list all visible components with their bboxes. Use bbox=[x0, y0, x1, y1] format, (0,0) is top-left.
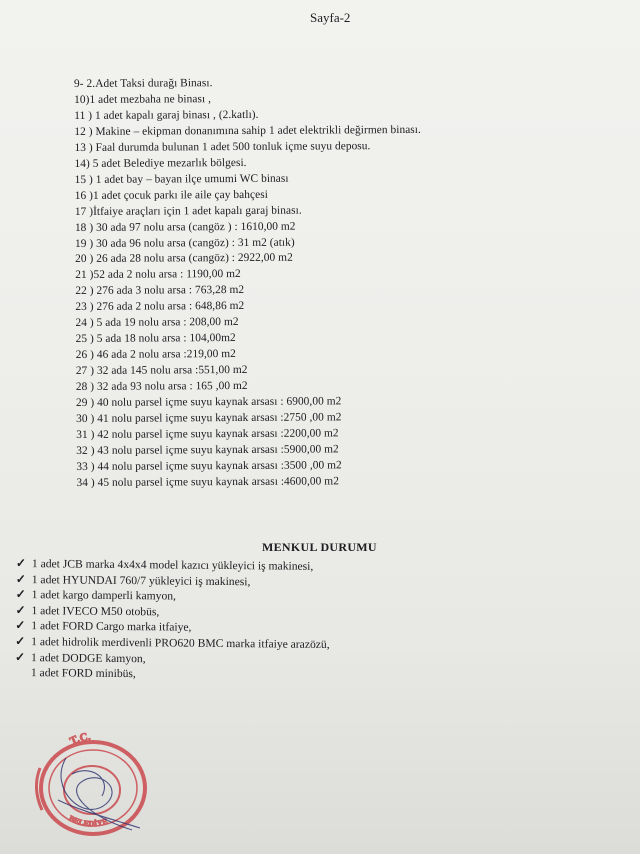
checkmark-icon: ✓ bbox=[15, 602, 26, 617]
movable-asset-text: 1 adet FORD Cargo marka itfaiye, bbox=[31, 619, 192, 635]
list-item: 34 ) 45 nolu parsel içme suyu kaynak arsası :4600,00 m2 bbox=[76, 475, 339, 489]
movable-assets-list bbox=[15, 556, 331, 684]
list-item: 29 ) 40 nolu parsel içme suyu kaynak arsası : 6900,00 m2 bbox=[75, 395, 342, 410]
list-item: 32 ) 43 nolu parsel içme suyu kaynak arsası :5900,00 m2 bbox=[76, 443, 339, 457]
list-item: 27 ) 32 ada 145 nolu arsa :551,00 m2 bbox=[75, 364, 248, 378]
list-item: 18 ) 30 ada 97 nolu arsa (cangöz ) : 1610,00 m2 bbox=[74, 220, 296, 234]
list-item: 28 ) 32 ada 93 nolu arsa : 165 ,00 m2 bbox=[75, 380, 248, 394]
list-item: 17 )İtfaiye araçları için 1 adet kapalı garaj binası. bbox=[74, 204, 302, 218]
list-item: 33 ) 44 nolu parsel içme suyu kaynak arsası :3500 ,00 m2 bbox=[76, 459, 342, 473]
list-item: 30 ) 41 nolu parsel içme suyu kaynak arsası :2750 ,00 m2 bbox=[76, 411, 342, 426]
list-item: 11 ) 1 adet kapalı garaj binası , (2.katlı). bbox=[74, 108, 259, 122]
property-list bbox=[74, 75, 423, 492]
checkmark-icon: ✓ bbox=[15, 618, 26, 633]
list-item: 31 ) 42 nolu parsel içme suyu kaynak arsası :2200,00 m2 bbox=[76, 427, 339, 441]
checkmark-icon: ✓ bbox=[14, 649, 26, 664]
movable-asset-text: 1 adet IVECO M50 otobüs, bbox=[31, 603, 160, 619]
list-item: 19 ) 30 ada 96 nolu arsa (cangöz) : 31 m2 (atık) bbox=[74, 236, 295, 250]
page-number: Sayfa-2 bbox=[310, 10, 351, 25]
movable-asset-item bbox=[15, 665, 330, 684]
movable-asset-text: 1 adet kargo damperli kamyon, bbox=[31, 588, 177, 603]
list-item: 13 ) Faal durumda bulunan 1 adet 500 tonluk içme suyu deposu. bbox=[74, 140, 371, 154]
checkmark-icon: ✓ bbox=[15, 556, 27, 571]
list-item: 15 ) 1 adet bay – bayan ilçe umumi WC binası bbox=[74, 172, 289, 186]
checkmark-icon: ✓ bbox=[15, 571, 26, 586]
svg-text:T.C.: T.C. bbox=[68, 730, 92, 748]
list-item: 21 )52 ada 2 nolu arsa : 1190,00 m2 bbox=[75, 268, 241, 282]
svg-text:BELEDİYE: BELEDİYE bbox=[67, 813, 109, 829]
official-seal-stamp bbox=[28, 728, 158, 838]
movable-asset-text: 1 adet HYUNDAI 760/7 yükleyici iş makinesi, bbox=[31, 572, 251, 588]
list-item: 22 ) 276 ada 3 nolu arsa : 763,28 m2 bbox=[75, 284, 245, 298]
list-item: 26 ) 46 ada 2 nolu arsa :219,00 m2 bbox=[75, 348, 236, 362]
list-item: 12 ) Makine – ekipman donanımına sahip 1 adet elektrikli değirmen binası. bbox=[74, 123, 421, 138]
movable-asset-text: 1 adet hidrolik merdivenli PRO620 BMC marka itfaiye arazözü, bbox=[31, 635, 330, 651]
section-title: MENKUL DURUMU bbox=[262, 540, 377, 554]
list-item: 16 )1 adet çocuk parkı ile aile çay bahçesi bbox=[74, 188, 268, 202]
movable-asset-text: 1 adet DODGE kamyon, bbox=[30, 650, 146, 665]
movable-asset-text: 1 adet JCB marka 4x4x4 model kazıcı yükleyici iş makinesi, bbox=[31, 557, 314, 573]
list-item: 10)1 adet mezbaha ne binası , bbox=[74, 93, 212, 106]
list-item: 14) 5 adet Belediye mezarlık bölgesi. bbox=[74, 156, 247, 170]
list-item: 25 ) 5 ada 18 nolu arsa : 104,00m2 bbox=[75, 332, 236, 346]
list-item: 23 ) 276 ada 2 nolu arsa : 648,86 m2 bbox=[75, 300, 245, 314]
list-item: 20 ) 26 ada 28 nolu arsa (cangöz) : 2922,00 m2 bbox=[75, 252, 293, 266]
movable-asset-text: 1 adet FORD minibüs, bbox=[30, 666, 136, 681]
checkmark-icon: ✓ bbox=[15, 587, 26, 602]
checkmark-icon: ✓ bbox=[15, 633, 26, 649]
list-item: 9- 2.Adet Taksi durağı Binası. bbox=[74, 77, 213, 90]
list-item: 24 ) 5 ada 19 nolu arsa : 208,00 m2 bbox=[75, 316, 239, 330]
